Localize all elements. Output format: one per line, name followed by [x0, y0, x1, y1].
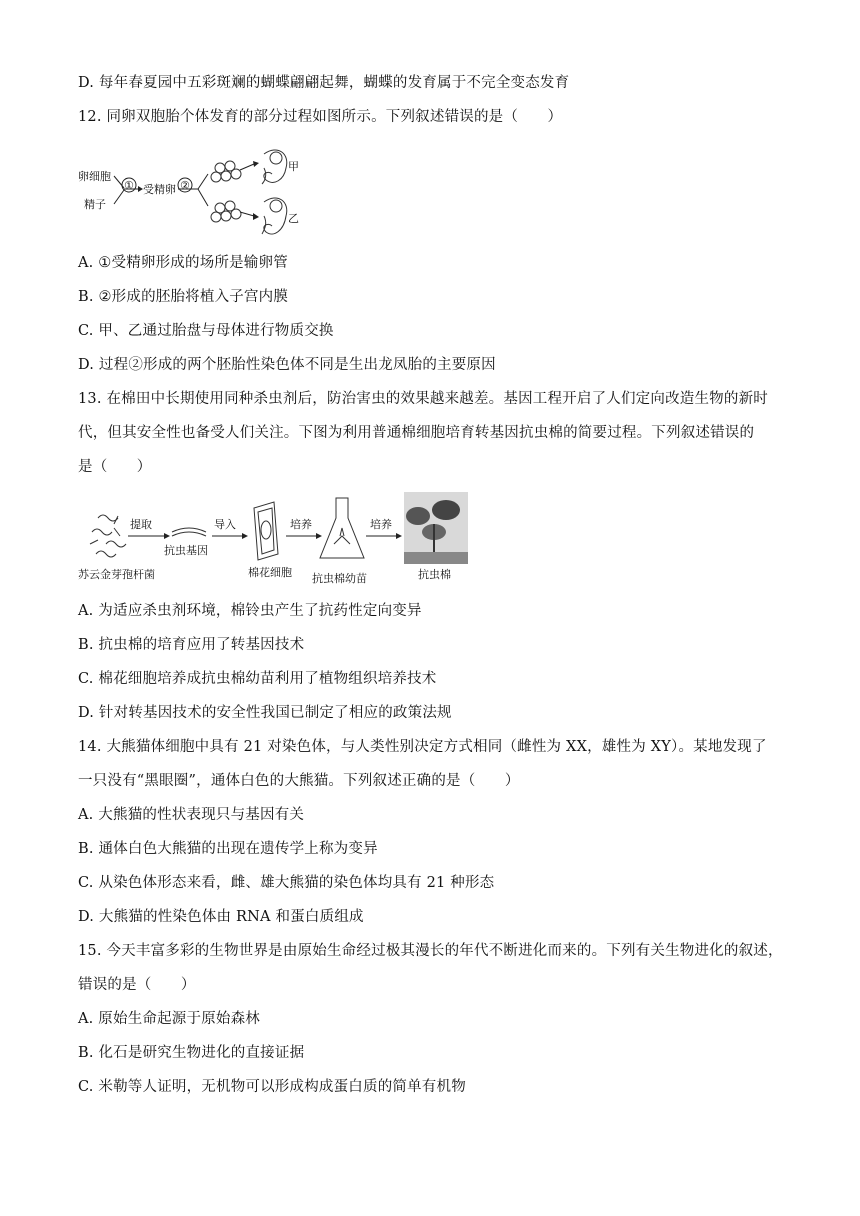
q12-option-d: D. 过程②形成的两个胚胎性染色体不同是生出龙凤胎的主要原因 — [78, 357, 496, 373]
cell-cluster-lower-icon — [211, 201, 241, 222]
label-culture1: 培养 — [290, 518, 312, 531]
embryo-yi-icon — [262, 198, 287, 234]
q13-figure — [78, 488, 478, 588]
q14-option-c: C. 从染色体形态来看，雌、雄大熊猫的染色体均具有 21 种形态 — [78, 875, 495, 891]
q12-option-b: B. ②形成的胚胎将植入子宫内膜 — [78, 289, 289, 305]
q13-option-d: D. 针对转基因技术的安全性我国已制定了相应的政策法规 — [78, 705, 452, 721]
q14-option-b: B. 通体白色大熊猫的出现在遗传学上称为变异 — [78, 841, 378, 857]
label-cotton-cell: 棉花细胞 — [248, 566, 292, 579]
q12-option-c: C. 甲、乙通过胎盘与母体进行物质交换 — [78, 323, 334, 339]
embryo-jia-icon — [262, 150, 287, 184]
label-gene: 抗虫基因 — [164, 544, 208, 557]
flask-icon — [320, 498, 364, 558]
q13-option-a: A. 为适应杀虫剂环境，棉铃虫产生了抗药性定向变异 — [78, 603, 422, 619]
label-zygote: 受精卵 — [143, 183, 176, 196]
label-extract: 提取 — [130, 518, 152, 531]
label-egg: 卵细胞 — [78, 170, 111, 183]
q14-stem-line2: 一只没有“黑眼圈”，通体白色的大熊猫。下列叙述正确的是（ ） — [78, 773, 520, 789]
q14-option-a: A. 大熊猫的性状表现只与基因有关 — [78, 807, 305, 823]
label-yi: 乙 — [288, 212, 299, 225]
cotton-cell-icon — [254, 502, 278, 560]
q15-option-a: A. 原始生命起源于原始森林 — [78, 1011, 260, 1027]
label-jia: 甲 — [288, 160, 299, 173]
cell-cluster-upper-icon — [211, 161, 241, 182]
label-import: 导入 — [214, 518, 236, 531]
label-cotton-plant: 抗虫棉 — [418, 568, 451, 581]
q11-option-d: D. 每年春夏园中五彩斑斓的蝴蝶翩翩起舞，蝴蝶的发育属于不完全变态发育 — [78, 75, 570, 91]
q13-stem-line1: 13. 在棉田中长期使用同种杀虫剂后，防治害虫的效果越来越差。基因工程开启了人们定向改造生物的新时 — [78, 391, 768, 407]
gene-icon — [172, 528, 206, 536]
q12-stem: 12. 同卵双胞胎个体发育的部分过程如图所示。下列叙述错误的是（ ） — [78, 109, 563, 125]
bacteria-icon — [90, 515, 126, 557]
label-step1: ① — [124, 179, 134, 192]
q15-stem-line1: 15. 今天丰富多彩的生物世界是由原始生命经过极其漫长的年代不断进化而来的。下列有关生物进化的叙述， — [78, 943, 783, 959]
q13-option-b: B. 抗虫棉的培育应用了转基因技术 — [78, 637, 305, 653]
q15-stem-line2: 错误的是（ ） — [78, 977, 196, 993]
q15-option-c: C. 米勒等人证明，无机物可以形成构成蛋白质的简单有机物 — [78, 1079, 466, 1095]
label-sperm: 精子 — [84, 198, 106, 211]
q13-stem-line2: 代，但其安全性也备受人们关注。下图为利用普通棉细胞培育转基因抗虫棉的简要过程。下列叙述错误的 — [78, 425, 755, 441]
cotton-plant-photo-icon — [404, 492, 468, 564]
label-bacteria: 苏云金芽孢杆菌 — [78, 568, 155, 581]
q14-option-d: D. 大熊猫的性染色体由 RNA 和蛋白质组成 — [78, 909, 364, 925]
q15-option-b: B. 化石是研究生物进化的直接证据 — [78, 1045, 305, 1061]
q14-stem-line1: 14. 大熊猫体细胞中具有 21 对染色体，与人类性别决定方式相同（雌性为 XX，雄性为 XY）。某地发现了 — [78, 739, 767, 755]
label-culture2: 培养 — [370, 518, 392, 531]
label-seedling: 抗虫棉幼苗 — [312, 572, 367, 585]
q13-option-c: C. 棉花细胞培养成抗虫棉幼苗利用了植物组织培养技术 — [78, 671, 437, 687]
q13-stem-line3: 是（ ） — [78, 459, 152, 475]
q12-option-a: A. ①受精卵形成的场所是输卵管 — [78, 255, 288, 271]
q12-figure — [78, 146, 318, 246]
label-step2: ② — [180, 179, 190, 192]
